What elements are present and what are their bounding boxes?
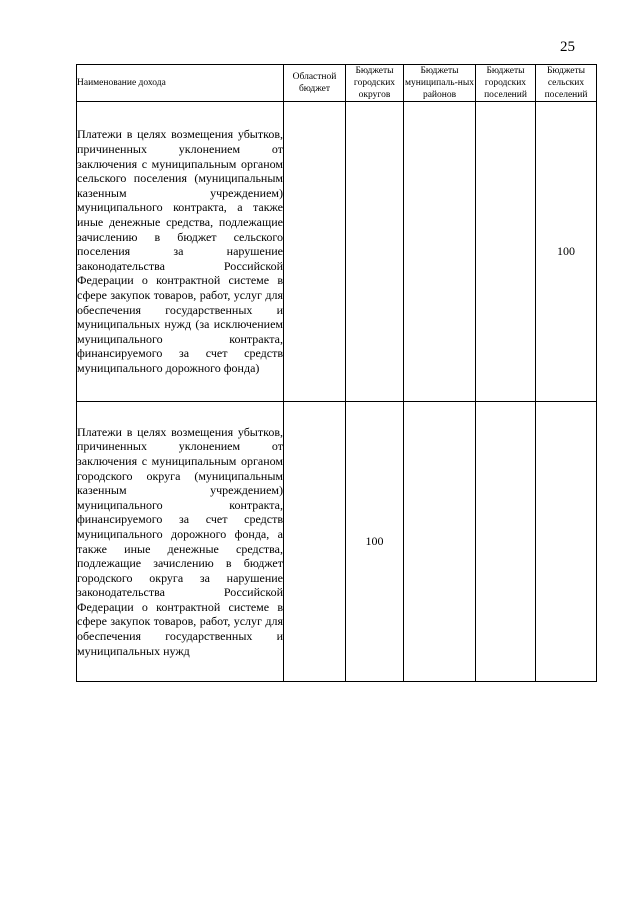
revenue-name-cell: Платежи в целях возмещения убытков, причиненных уклонением от заключения с муниципальным органом сельского поселения (муниципальным казенным учреждением) муниципального контракта, а также иные денежные средства, подлежащие зачислению в бюджет сельского поселения за нарушение законодательства Российской Федерации о контрактной системе в сфере закупок товаров, работ, услуг для обеспечения государственных и муниципальных нужд (за исключением муниципального контракта, финансируемого за счет средств муниципального дорожного фонда) (77, 102, 284, 402)
header-urban-settlements-budgets: Бюджеты городских поселений (476, 65, 536, 102)
header-regional-budget: Областной бюджет (284, 65, 346, 102)
table-row (77, 102, 597, 402)
city-districts-value-cell: 100 (346, 402, 404, 682)
municipal-districts-value-cell (404, 102, 476, 402)
urban-settlements-value-cell (476, 402, 536, 682)
revenue-name-cell: Платежи в целях возмещения убытков, причиненных уклонением от заключения с муниципальным органом городского округа (муниципальным казенным учреждением) муниципального контракта, финансируемого за счет средств муниципального дорожного фонда, а также иные денежные средства, подлежащие зачислению в бюджет городского округа за нарушение законодательства Российской Федерации о контрактной системе в сфере закупок товаров, работ, услуг для обеспечения государственных и муниципальных нужд (77, 402, 284, 682)
regional-value-cell (284, 102, 346, 402)
header-revenue-name: Наименование дохода (77, 65, 284, 102)
rural-settlements-value-cell (536, 402, 597, 682)
city-districts-value-cell (346, 102, 404, 402)
table-row (77, 402, 597, 682)
regional-value-cell (284, 402, 346, 682)
table-header-row (77, 65, 597, 102)
header-municipal-districts-budgets: Бюджеты муниципаль-ных районов (405, 66, 474, 100)
rural-settlements-value-cell: 100 (536, 102, 597, 402)
header-city-districts-budgets: Бюджеты городских округов (346, 65, 404, 102)
revenue-distribution-table (76, 64, 597, 682)
municipal-districts-value-cell (404, 402, 476, 682)
urban-settlements-value-cell (476, 102, 536, 402)
page-number: 25 (560, 39, 575, 55)
header-rural-settlements-budgets: Бюджеты сельских поселений (536, 65, 597, 102)
